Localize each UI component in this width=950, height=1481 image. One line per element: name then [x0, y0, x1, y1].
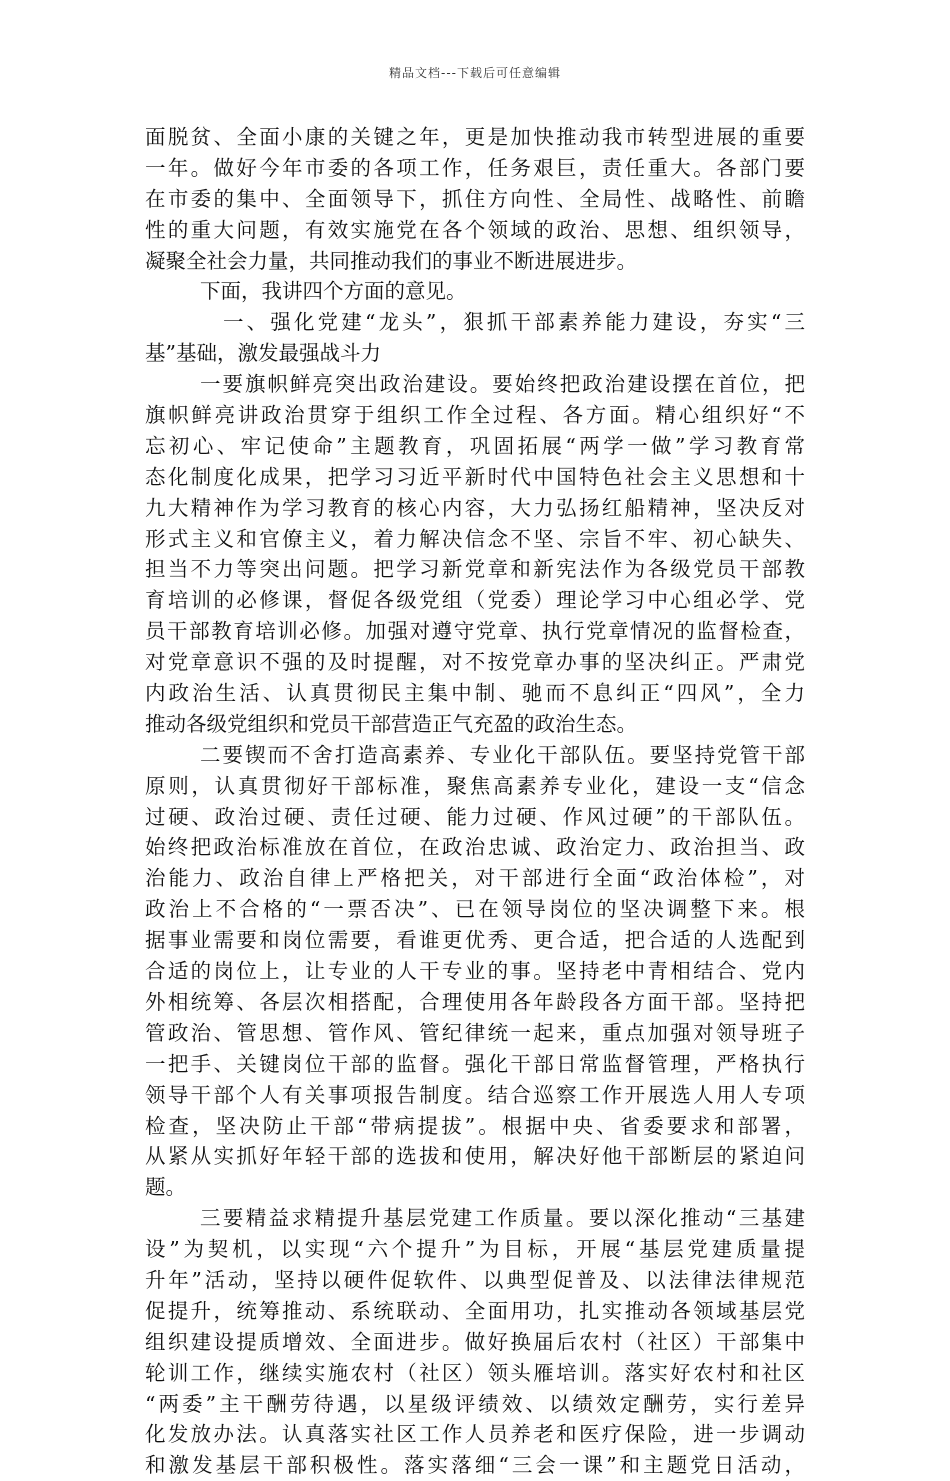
document-body [145, 122, 805, 1481]
text-line: 推动各级党组织和党员干部营造正气充盈的政治生态。 [145, 711, 637, 736]
text-line: 形式主义和官僚主义，着力解决信念不坚、宗旨不牢、初心缺失、 [145, 526, 805, 551]
text-line: 始终把政治标准放在首位，在政治忠诚、政治定力、政治担当、政 [145, 835, 805, 860]
text-line: 促提升，统筹推动、系统联动、全面用功，扎实推动各领域基层党 [145, 1298, 805, 1323]
text-line: 基”基础，激发最强战斗力 [145, 341, 381, 366]
text-line: 内政治生活、认真贯彻民主集中制、驰而不息纠正“四风”，全力 [145, 681, 805, 706]
text-line: 治能力、政治自律上严格把关，对干部进行全面“政治体检”，对 [145, 866, 805, 891]
text-line: 题。 [145, 1175, 186, 1200]
text-line: 员干部教育培训必修。加强对遵守党章、执行党章情况的监督检查， [145, 619, 805, 644]
text-line: 设”为契机，以实现“六个提升”为目标，开展“基层党建质量提 [145, 1237, 805, 1262]
text-line: 九大精神作为学习教育的核心内容，大力弘扬红船精神，坚决反对 [145, 495, 805, 520]
text-line: 二要锲而不舍打造高素养、专业化干部队伍。要坚持党管干部 [200, 742, 805, 767]
text-line: 在市委的集中、全面领导下，抓住方向性、全局性、战略性、前瞻 [145, 186, 805, 211]
text-line: 过硬、政治过硬、责任过硬、能力过硬、作风过硬”的干部队伍。 [145, 804, 805, 829]
text-line: 原则，认真贯彻好干部标准，聚焦高素养专业化，建设一支“信念 [145, 773, 805, 798]
text-line: 从紧从实抓好年轻干部的选拔和使用，解决好他干部断层的紧迫问 [145, 1144, 805, 1169]
section-heading [145, 307, 805, 369]
text-line: 性的重大问题，有效实施党在各个领域的政治、思想、组织领导， [145, 217, 805, 242]
text-line: 一把手、关键岗位干部的监督。强化干部日常监督管理，严格执行 [145, 1051, 805, 1076]
text-line: 面脱贫、全面小康的关键之年，更是加快推动我市转型进展的重要 [145, 125, 805, 149]
text-line: 态化制度化成果，把学习习近平新时代中国特色社会主义思想和十 [145, 464, 805, 489]
text-line: 对党章意识不强的及时提醒，对不按党章办事的坚决纠正。严肃党 [145, 650, 805, 675]
paragraph [145, 1203, 805, 1481]
paragraph [145, 369, 805, 740]
text-line: 一、强化党建“龙头”，狠抓干部素养能力建设，夯实“三 [223, 310, 805, 335]
text-line: 下面，我讲四个方面的意见。 [200, 279, 467, 304]
text-line: 合适的岗位上，让专业的人干专业的事。坚持老中青相结合、党内 [145, 959, 805, 984]
text-line: 管政治、管思想、管作风、管纪律统一起来，重点加强对领导班子 [145, 1020, 805, 1045]
page-header: 精品文档---下载后可任意编辑 [389, 66, 561, 80]
text-line: 三要精益求精提升基层党建工作质量。要以深化推动“三基建 [200, 1206, 805, 1231]
paragraph [145, 122, 805, 276]
text-line: 组织建设提质增效、全面进步。做好换届后农村（社区）干部集中 [145, 1329, 805, 1354]
text-line: 领导干部个人有关事项报告制度。结合巡察工作开展选人用人专项 [145, 1082, 805, 1107]
text-line: “两委”主干酬劳待遇，以星级评绩效、以绩效定酬劳，实行差异 [145, 1391, 805, 1416]
text-line: 育培训的必修课，督促各级党组（党委）理论学习中心组必学、党 [145, 588, 805, 613]
text-line: 升年”活动，坚持以硬件促软件、以典型促普及、以法律法律规范 [145, 1267, 805, 1292]
text-line: 担当不力等突出问题。把学习新党章和新宪法作为各级党员干部教 [145, 557, 805, 582]
text-line: 据事业需要和岗位需要，看谁更优秀、更合适，把合适的人选配到 [145, 928, 805, 953]
text-line: 一年。做好今年市委的各项工作，任务艰巨，责任重大。各部门要 [145, 155, 805, 180]
text-line: 凝聚全社会力量，共同推动我们的事业不断进展进步。 [145, 248, 637, 273]
text-line: 外相统筹、各层次相搭配，合理使用各年龄段各方面干部。坚持把 [145, 989, 805, 1014]
text-line: 轮训工作，继续实施农村（社区）领头雁培训。落实好农村和社区 [145, 1360, 805, 1385]
text-line: 一要旗帜鲜亮突出政治建设。要始终把政治建设摆在首位，把 [200, 372, 805, 397]
paragraph [145, 740, 805, 1203]
text-line: 检查，坚决防止干部“带病提拔”。根据中央、省委要求和部署， [145, 1113, 805, 1138]
text-line: 和激发基层干部积极性。落实落细“三会一课”和主题党日活动， [145, 1453, 805, 1478]
text-line: 化发放办法。认真落实社区工作人员养老和医疗保险，进一步调动 [145, 1422, 805, 1447]
text-line: 旗帜鲜亮讲政治贯穿于组织工作全过程、各方面。精心组织好“不 [145, 403, 805, 428]
text-line: 政治上不合格的“一票否决”、已在领导岗位的坚决调整下来。根 [145, 897, 805, 922]
paragraph [145, 276, 805, 307]
text-line: 忘初心、牢记使命”主题教育，巩固拓展“两学一做”学习教育常 [145, 433, 805, 458]
